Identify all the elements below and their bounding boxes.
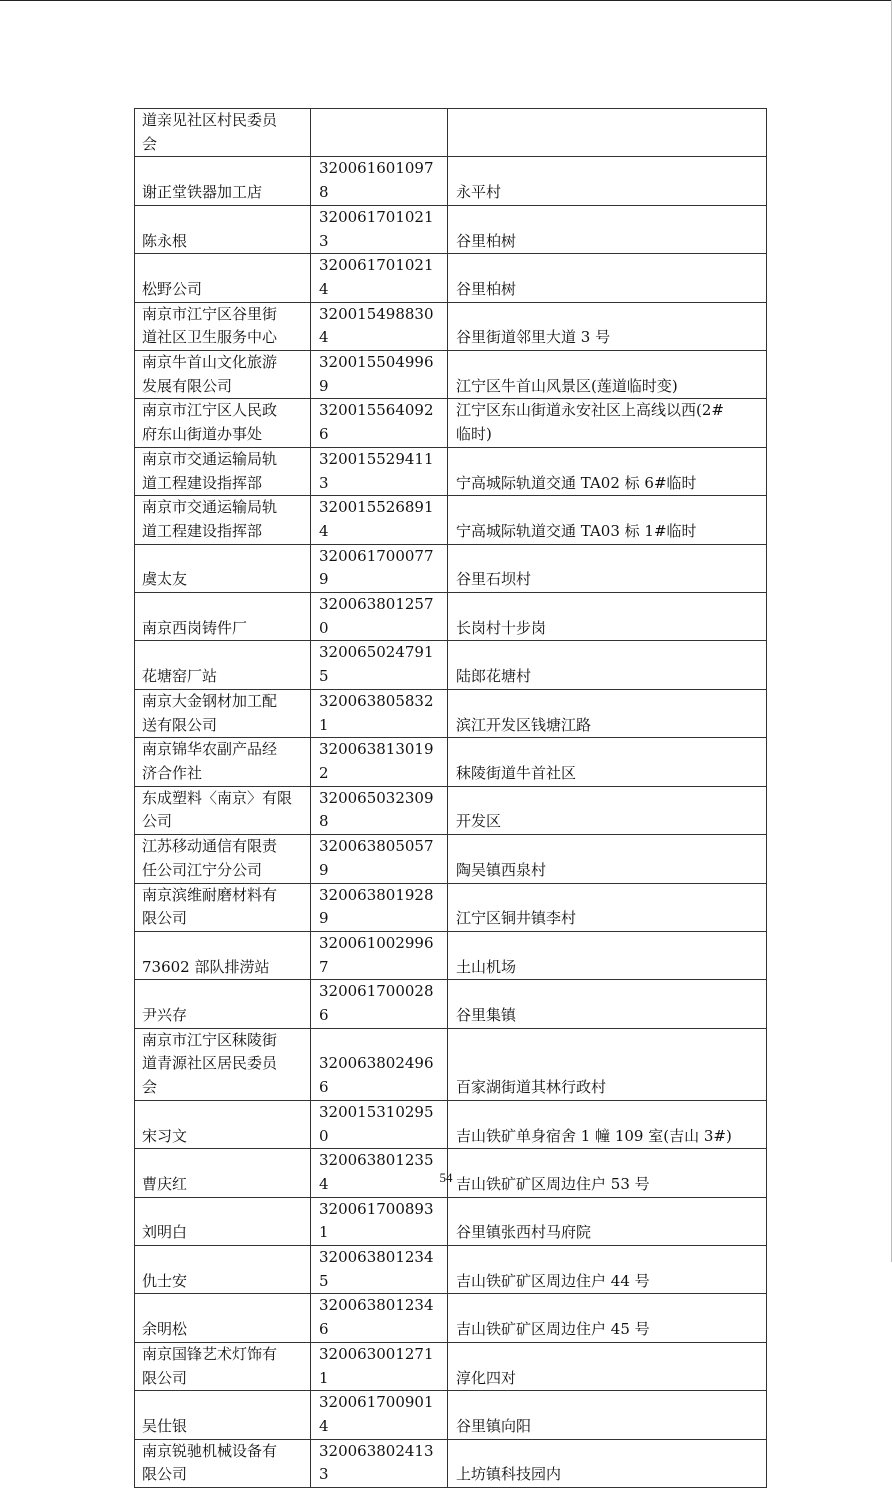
table-row [135, 883, 767, 931]
code-cell: 3200638012570 [311, 593, 448, 641]
code-cell: 3200617000779 [311, 544, 448, 592]
code-cell: 3200155294113 [311, 447, 448, 495]
address-cell: 陆郎花塘村 [448, 641, 767, 689]
name-cell: 南京滨维耐磨材料有 限公司 [135, 883, 311, 931]
address-cell: 谷里石坝村 [448, 544, 767, 592]
code-cell: 3200154988304 [311, 302, 448, 350]
table-row [135, 980, 767, 1028]
address-cell: 吉山铁矿矿区周边住户 44 号 [448, 1246, 767, 1294]
address-cell: 江宁区东山街道永安社区上高线以西(2# 临时) [448, 399, 767, 447]
code-cell: 3200638012354 [311, 1149, 448, 1197]
code-cell: 3200610029967 [311, 931, 448, 979]
name-cell: 花塘窑厂站 [135, 641, 311, 689]
address-cell: 谷里柏树 [448, 254, 767, 302]
address-cell: 谷里镇张西村马府院 [448, 1197, 767, 1245]
code-cell: 3200155049969 [311, 351, 448, 399]
code-cell: 3200638130192 [311, 738, 448, 786]
name-cell: 南京市江宁区秣陵街 道青源社区居民委员 会 [135, 1028, 311, 1100]
code-cell: 3200638019289 [311, 883, 448, 931]
name-cell: 南京市交通运输局轨 道工程建设指挥部 [135, 447, 311, 495]
code-cell: 3200638024966 [311, 1028, 448, 1100]
name-cell: 谢正堂铁器加工店 [135, 157, 311, 205]
code-cell: 3200638024133 [311, 1439, 448, 1487]
table-row [135, 786, 767, 834]
address-cell: 谷里集镇 [448, 980, 767, 1028]
address-cell: 百家湖街道其林行政村 [448, 1028, 767, 1100]
address-cell: 永平村 [448, 157, 767, 205]
table-row [135, 351, 767, 399]
code-cell: 3200155640926 [311, 399, 448, 447]
code-cell: 3200638012345 [311, 1246, 448, 1294]
table-row [135, 205, 767, 253]
table-row [135, 835, 767, 883]
address-cell: 淳化四对 [448, 1342, 767, 1390]
table-row [135, 1391, 767, 1439]
address-cell: 吉山铁矿单身宿舍 1 幢 109 室(吉山 3#) [448, 1100, 767, 1148]
page-number: 54 [439, 1170, 453, 1185]
address-cell: 谷里柏树 [448, 205, 767, 253]
code-cell: 3200155268914 [311, 496, 448, 544]
customer-table-body [135, 109, 767, 1488]
table-row [135, 1342, 767, 1390]
name-cell: 南京西岗铸件厂 [135, 593, 311, 641]
name-cell: 松野公司 [135, 254, 311, 302]
table-row [135, 931, 767, 979]
table-row [135, 302, 767, 350]
address-cell: 吉山铁矿矿区周边住户 53 号 [448, 1149, 767, 1197]
name-cell: 道亲见社区村民委员 会 [135, 109, 311, 157]
name-cell: 仇士安 [135, 1246, 311, 1294]
name-cell: 南京牛首山文化旅游 发展有限公司 [135, 351, 311, 399]
address-cell: 江宁区铜井镇李村 [448, 883, 767, 931]
name-cell: 余明松 [135, 1294, 311, 1342]
address-cell: 土山机场 [448, 931, 767, 979]
code-cell: 3200638012346 [311, 1294, 448, 1342]
table-row [135, 109, 767, 157]
table-row [135, 641, 767, 689]
table-row [135, 1294, 767, 1342]
address-cell: 宁高城际轨道交通 TA03 标 1#临时 [448, 496, 767, 544]
table-row [135, 593, 767, 641]
address-cell: 谷里镇向阳 [448, 1391, 767, 1439]
code-cell: 3200153102950 [311, 1100, 448, 1148]
table-row [135, 1100, 767, 1148]
code-cell: 3200650323098 [311, 786, 448, 834]
name-cell: 虞太友 [135, 544, 311, 592]
address-cell: 秣陵街道牛首社区 [448, 738, 767, 786]
code-cell: 3200638058321 [311, 689, 448, 737]
page-top-border [0, 0, 892, 1]
code-cell: 3200617009014 [311, 1391, 448, 1439]
table-row [135, 1439, 767, 1487]
name-cell: 南京锦华农副产品经 济合作社 [135, 738, 311, 786]
table-row [135, 399, 767, 447]
name-cell: 江苏移动通信有限责 任公司江宁分公司 [135, 835, 311, 883]
customer-table [134, 108, 767, 1488]
address-cell: 陶吴镇西泉村 [448, 835, 767, 883]
table-row [135, 496, 767, 544]
name-cell: 南京国锋艺术灯饰有 限公司 [135, 1342, 311, 1390]
table-row [135, 544, 767, 592]
name-cell: 东成塑料〈南京〉有限 公司 [135, 786, 311, 834]
name-cell: 宋习文 [135, 1100, 311, 1148]
address-cell: 长岗村十步岗 [448, 593, 767, 641]
code-cell: 3200617000286 [311, 980, 448, 1028]
code-cell: 3200638050579 [311, 835, 448, 883]
name-cell: 南京大金钢材加工配 送有限公司 [135, 689, 311, 737]
code-cell: 3200617008931 [311, 1197, 448, 1245]
data-table-container [134, 108, 766, 1488]
address-cell: 开发区 [448, 786, 767, 834]
address-cell: 吉山铁矿矿区周边住户 45 号 [448, 1294, 767, 1342]
table-row [135, 254, 767, 302]
code-cell: 3200617010214 [311, 254, 448, 302]
code-cell: 3200650247915 [311, 641, 448, 689]
table-row [135, 689, 767, 737]
name-cell: 曹庆红 [135, 1149, 311, 1197]
address-cell: 谷里街道邻里大道 3 号 [448, 302, 767, 350]
name-cell: 南京市江宁区人民政 府东山街道办事处 [135, 399, 311, 447]
table-row [135, 447, 767, 495]
code-cell: 3200630012711 [311, 1342, 448, 1390]
table-row [135, 738, 767, 786]
table-row [135, 1028, 767, 1100]
table-row [135, 1197, 767, 1245]
name-cell: 刘明白 [135, 1197, 311, 1245]
address-cell [448, 109, 767, 157]
code-cell: 3200616010978 [311, 157, 448, 205]
name-cell: 尹兴存 [135, 980, 311, 1028]
table-row [135, 1246, 767, 1294]
name-cell: 73602 部队排涝站 [135, 931, 311, 979]
address-cell: 上坊镇科技园内 [448, 1439, 767, 1487]
address-cell: 滨江开发区钱塘江路 [448, 689, 767, 737]
name-cell: 南京锐驰机械设备有 限公司 [135, 1439, 311, 1487]
name-cell: 吴仕银 [135, 1391, 311, 1439]
name-cell: 南京市交通运输局轨 道工程建设指挥部 [135, 496, 311, 544]
name-cell: 南京市江宁区谷里街 道社区卫生服务中心 [135, 302, 311, 350]
table-row [135, 157, 767, 205]
code-cell [311, 109, 448, 157]
address-cell: 宁高城际轨道交通 TA02 标 6#临时 [448, 447, 767, 495]
code-cell: 3200617010213 [311, 205, 448, 253]
address-cell: 江宁区牛首山风景区(莲道临时变) [448, 351, 767, 399]
name-cell: 陈永根 [135, 205, 311, 253]
